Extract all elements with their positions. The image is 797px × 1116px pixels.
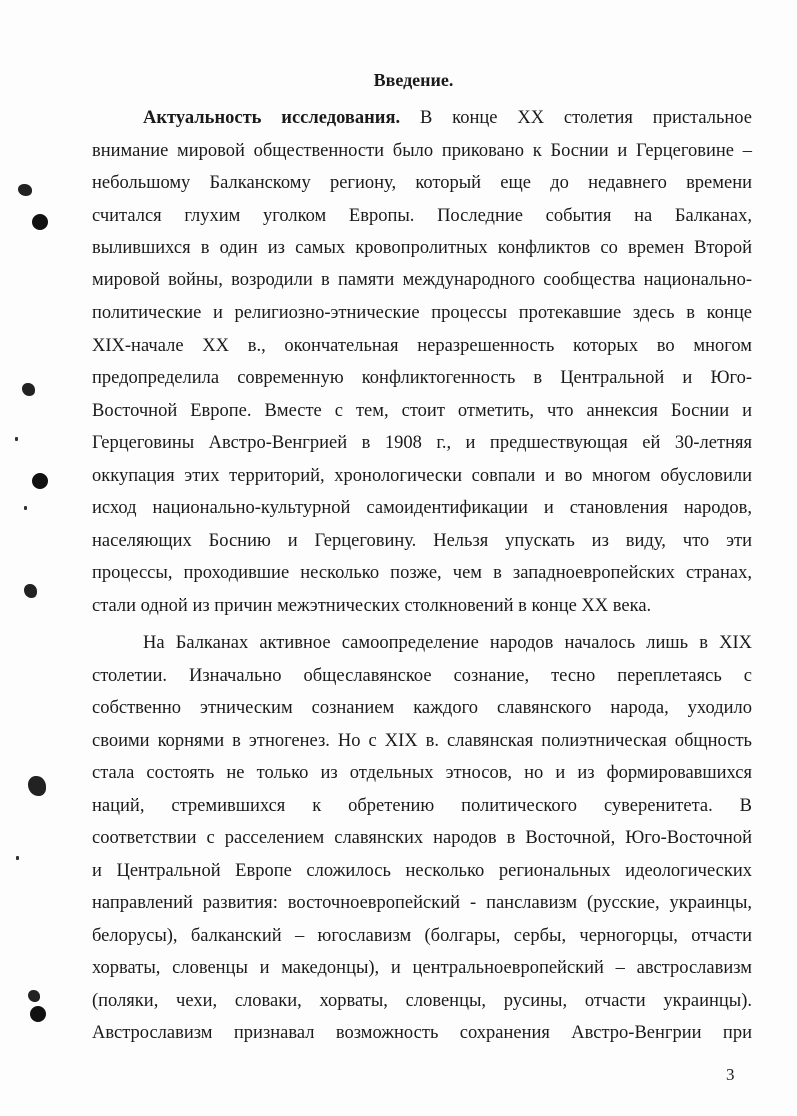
paragraph-line: На Балканах активное самоопределение народов началось лишь в XIX xyxy=(143,633,752,653)
paragraph-line: стали одной из причин межэтнических столкновений в конце XX века. xyxy=(92,596,652,616)
scan-smudge-mark xyxy=(24,584,37,598)
paragraph-line: столетии. Изначально общеславянское сознание, тесно переплетаясь с xyxy=(92,666,752,686)
paragraph-line: стала состоять не только из отдельных этносов, но и из формировавшихся xyxy=(92,763,752,783)
paragraph-line: наций, стремившихся к обретению политического суверенитета. В xyxy=(92,796,752,816)
scan-smudge-mark xyxy=(28,990,40,1002)
paragraph-line: политические и религиозно-этнические процессы протекавшие здесь в конце xyxy=(92,303,752,323)
paragraph-line: хорваты, словенцы и македонцы), и центральноевропейский – австрославизм xyxy=(92,958,752,978)
paragraph-line: Австрославизм признавал возможность сохранения Австро-Венгрии при xyxy=(92,1023,752,1043)
paragraph-line: оккупация этих территорий, хронологически совпали и во многом обусловили xyxy=(92,466,752,486)
paragraph-line: направлений развития: восточноевропейский - панславизм (русские, украинцы, xyxy=(92,893,752,913)
scan-dot-mark xyxy=(24,506,27,510)
punch-hole xyxy=(32,473,48,489)
paragraph-line: вылившихся в один из самых кровопролитных конфликтов со времен Второй xyxy=(92,238,752,258)
paragraph-line: мировой войны, возродили в памяти международного сообщества национально- xyxy=(92,270,752,290)
paragraph-line: белорусы), балканский – югославизм (болгары, сербы, черногорцы, отчасти xyxy=(92,926,752,946)
paragraph-line: (поляки, чехи, словаки, хорваты, словенцы, русины, отчасти украинцы). xyxy=(92,991,752,1011)
paragraph-line: предопределила современную конфликтогенность в Центральной и Юго- xyxy=(92,368,752,388)
paragraph-line: собственно этническим сознанием каждого славянского народа, уходило xyxy=(92,698,752,718)
paragraph-line: XIX-начале XX в., окончательная неразрешенность которых во многом xyxy=(92,336,752,356)
section-heading: Введение. xyxy=(373,70,454,90)
scan-dot-mark xyxy=(16,856,19,860)
paragraph-line: своими корнями в этногенез. Но с XIX в. славянская полиэтническая общность xyxy=(92,731,752,751)
paragraph-lead-heading: Актуальность исследования. xyxy=(143,108,401,128)
paragraph-line: Восточной Европе. Вместе с тем, стоит отметить, что аннексия Боснии и xyxy=(92,401,752,421)
paragraph-line: небольшому Балканскому региону, который еще до недавнего времени xyxy=(92,173,752,193)
scan-smudge-mark xyxy=(18,184,32,196)
page-number: 3 xyxy=(726,1065,735,1084)
paragraph-line xyxy=(143,106,752,130)
scan-dot-mark xyxy=(15,437,18,441)
paragraph-line: и Центральной Европе сложилось несколько региональных идеологических xyxy=(92,861,752,881)
scan-smudge-mark xyxy=(22,383,35,396)
punch-hole xyxy=(30,1006,46,1022)
paragraph-line: считался глухим уголком Европы. Последние события на Балканах, xyxy=(92,206,752,226)
paragraph-line: соответствии с расселением славянских народов в Восточной, Юго-Восточной xyxy=(92,828,752,848)
scan-smudge-mark xyxy=(28,776,46,796)
paragraph-line: Герцеговины Австро-Венгрией в 1908 г., и предшествующая ей 30-летняя xyxy=(92,433,752,453)
paragraph-line-text: В конце XX столетия пристальное xyxy=(400,108,752,128)
paragraph-line: процессы, проходившие несколько позже, чем в западноевропейских странах, xyxy=(92,563,752,583)
paragraph-line: исход национально-культурной самоидентификации и становления народов, xyxy=(92,498,752,518)
punch-hole xyxy=(32,214,48,230)
paragraph-line: внимание мировой общественности было приковано к Боснии и Герцеговине – xyxy=(92,141,752,161)
paragraph-line: населяющих Боснию и Герцеговину. Нельзя упускать из виду, что эти xyxy=(92,531,752,551)
